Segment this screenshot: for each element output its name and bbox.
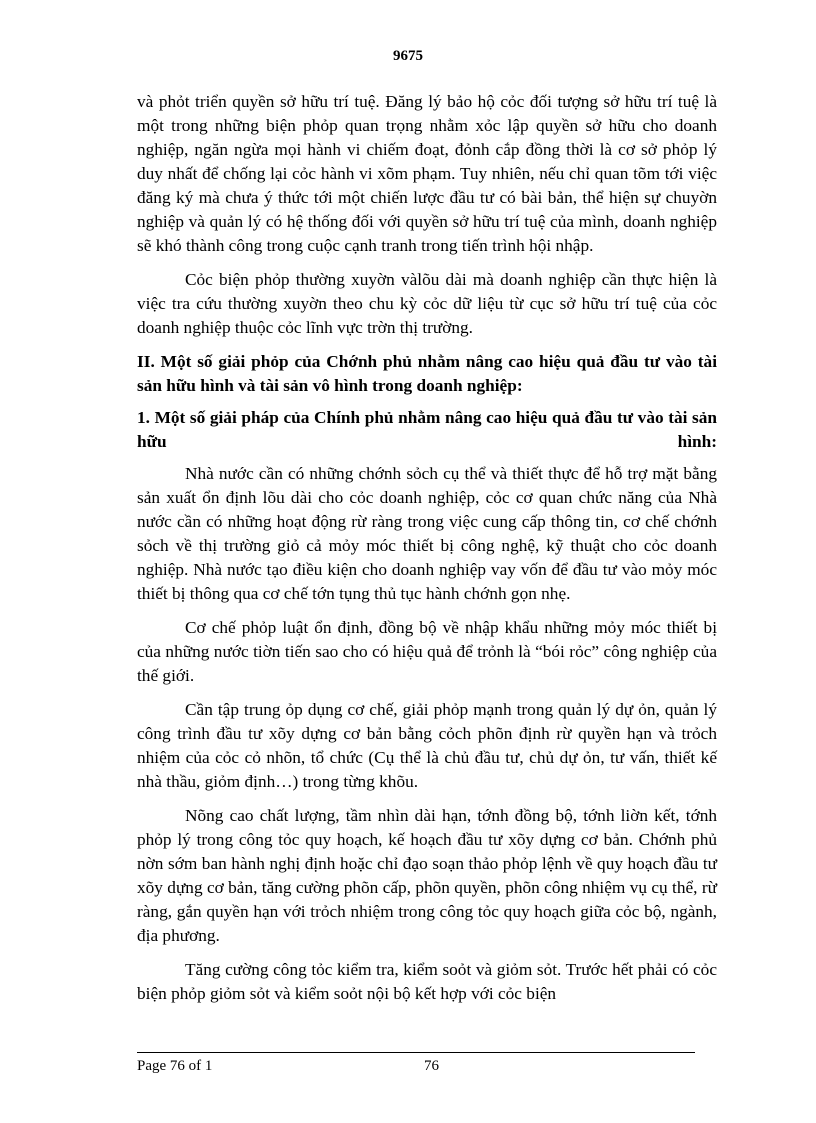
paragraph-planning-quality: Nõng cao chất lượng, tầm nhìn dài hạn, tớnh đồng bộ, tớnh liờn kết, tớnh phỏp lý trong công tỏc quy hoạch, kế hoạch đầu tư xõy dựng cơ bản. Chớnh phủ nờn sớm ban hành nghị định hoặc chỉ đạo soạn thảo phỏp lệnh về quy hoạch đầu tư xõy dựng cơ bản, tăng cường phõn cấp, phõn quyền, phõn công nhiệm vụ cụ thể, rừ ràng, gắn quyền hạn với trỏch nhiệm trong công tỏc quy hoạch giữa cỏc bộ, ngành, địa phương. [137,806,717,945]
footer-divider [137,1052,695,1053]
paragraph-state-policy: Nhà nước cần có những chớnh sỏch cụ thể và thiết thực để hỗ trợ mặt bằng sản xuất ổn định lõu dài cho cỏc doanh nghiệp, cỏc cơ quan chức năng của Nhà nước cần có những hoạt động rừ ràng trong việc cung cấp thông tin, cơ chế chớnh sỏch về thị trường giỏ cả mỏy móc thiết bị công nghệ, kỹ thuật cho cỏc doanh nghiệp. Nhà nước tạo điều kiện cho doanh nghiệp vay vốn để đầu tư vào mỏy móc thiết bị thông qua cơ chế tớn tụng thủ tục hành chớnh gọn nhẹ. [137,464,717,603]
paragraph-import-mechanism: Cơ chế phỏp luật ổn định, đồng bộ về nhập khẩu những mỏy móc thiết bị của những nước tiờn tiến sao cho có hiệu quả để trỏnh là “bói rỏc” công nghiệp của thế giới. [137,618,717,685]
paragraph-ip-measures: Cỏc biện phỏp thường xuyờn vàlõu dài mà doanh nghiệp cần thực hiện là việc tra cứu thường xuyờn theo chu kỳ cỏc dữ liệu từ cục sở hữu trí tuệ của cỏc doanh nghiệp thuộc cỏc lĩnh vực trờn thị trường. [137,270,717,337]
page-content [137,90,717,1016]
subsection-heading-1: 1. Một số giải pháp của Chính phủ nhằm nâng cao hiệu quả đầu tư vào tài sản hữu hình: [137,408,717,451]
paragraph-ip-protection: và phỏt triển quyền sở hữu trí tuệ. Đăng lý bảo hộ cỏc đối tượng sở hữu trí tuệ là một trong những biện phỏp quan trọng nhằm xỏc lập quyền sở hữu cho doanh nghiệp, ngăn ngừa mọi hành vi chiếm đoạt, đỏnh cắp đồng thời là cơ sở phỏp lý duy nhất để chống lại cỏc hành vi xõm phạm. Tuy nhiên, nếu chỉ quan tõm tới việc đăng ký mà chưa ý thức tới một chiến lược đầu tư có bài bản, thể hiện sự chuyờn nghiệp và quản lý có hệ thống đối với quyền sở hữu trí tuệ của mình, doanh nghiệp sẽ khó thành công trong cuộc cạnh tranh trong tiến trình hội nhập. [137,92,717,255]
document-number: 9675 [393,48,423,64]
paragraph-project-management: Cần tập trung ỏp dụng cơ chế, giải phỏp mạnh trong quản lý dự ỏn, quản lý công trình đầu tư xõy dựng cơ bản bằng cỏch phõn định rừ quyền hạn và trỏch nhiệm của cỏc cỏ nhõn, tổ chức (Cụ thể là chủ đầu tư, chủ dự ỏn, tư vấn, thiết kế nhà thầu, giỏm định…) trong từng khõu. [137,700,717,791]
footer-page-label: Page 76 of 1 [137,1058,213,1074]
footer-page-number: 76 [424,1058,439,1074]
paragraph-inspection: Tăng cường công tỏc kiểm tra, kiểm soỏt và giỏm sỏt. Trước hết phải có cỏc biện phỏp giỏm sỏt và kiểm soỏt nội bộ kết hợp với cỏc biện [137,960,717,1003]
section-heading-ii: II. Một số giải phỏp của Chớnh phủ nhằm nâng cao hiệu quả đầu tư vào tài sản hữu hình và tài sản vô hình trong doanh nghiệp: [137,352,717,395]
